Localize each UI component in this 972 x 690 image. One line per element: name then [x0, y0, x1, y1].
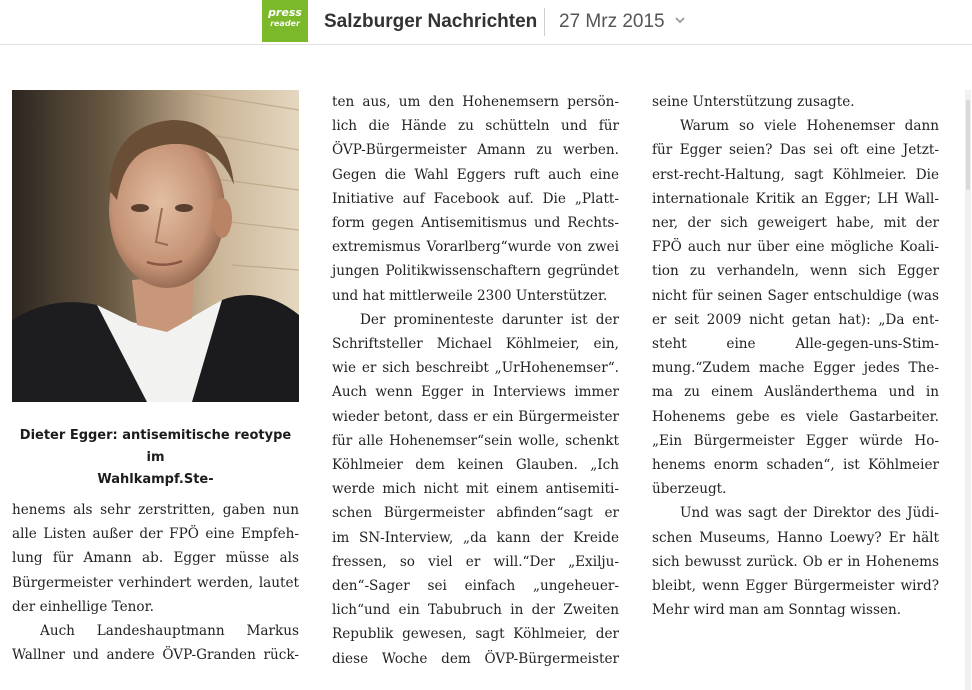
- text-line: Initiative auf Facebook auf. Die „Platt-: [332, 190, 619, 207]
- text-line: ÖVP-Bürgermeister Amann zu werben.: [332, 142, 619, 159]
- text-line: er seit 2009 nicht getan hat): „Da ent-: [652, 311, 939, 328]
- text-line: schen Bürgermeister abfinden“sagt er: [332, 505, 619, 522]
- text-line: henems als sehr zerstritten, gaben nun: [12, 502, 299, 518]
- text-line: nicht für seinen Sager entschuldige (was: [652, 287, 939, 304]
- text-line: Mehr wird man am Sonntag wissen.: [652, 602, 902, 619]
- scrollbar-thumb[interactable]: [966, 100, 970, 190]
- caption-line: Wahlkampf.Ste-: [97, 472, 214, 487]
- text-line: ma zu einem Ausländerthema und in: [652, 384, 939, 401]
- pressreader-logo[interactable]: [262, 0, 308, 42]
- text-line: werde mich nicht mit einem antisemiti-: [332, 481, 619, 498]
- text-line: lich“und ein Tabubruch in der Zweiten: [332, 602, 619, 619]
- header-divider: [544, 8, 545, 36]
- article-column-2: [332, 90, 619, 671]
- text-line: seine Unterstützung zusagte.: [652, 94, 855, 110]
- text-line: wie er sich beschreibt „UrHohenemser“.: [332, 360, 619, 377]
- article-column-3: [652, 90, 939, 622]
- text-line: tion zu verhandeln, wenn sich Egger: [652, 263, 939, 280]
- text-line: der einhellige Tenor.: [12, 598, 154, 615]
- text-line: bleibt, wenn Egger Bürgermeister wird?: [652, 578, 939, 595]
- text-line: Hohenems gebe es viele Gastarbeiter.: [652, 408, 939, 425]
- logo-text-press: press: [268, 6, 302, 19]
- text-line: den“-Sager sei einfach „ungeheuer-: [332, 578, 619, 595]
- text-line: Republik gewesen, sagt Köhlmeier, der: [332, 626, 619, 643]
- publication-title[interactable]: Salzburger Nachrichten: [324, 11, 538, 32]
- text-line: erst-recht-Haltung, sagt Köhlmeier. Die: [652, 166, 939, 183]
- text-line: fressen, so viel er will.“Der „Exilju-: [332, 553, 619, 570]
- text-line: jungen Politikwissenschaftern gegründet: [332, 263, 619, 280]
- top-bar: [0, 0, 972, 45]
- text-line: steht eine Alle-gegen-uns-Stim-: [652, 336, 939, 353]
- article-column-1: [12, 498, 299, 667]
- text-line: Bürgermeister verhindert werden, lautet: [12, 574, 299, 591]
- text-line: Wallner und andere ÖVP-Granden rück-: [12, 647, 299, 664]
- text-line: henems enorm schaden“, ist Köhlmeier: [652, 457, 939, 474]
- text-line: alle Listen außer der FPÖ eine Empfeh-: [12, 526, 299, 543]
- text-line: Der prominenteste darunter ist der: [360, 311, 619, 328]
- text-line: Gegen die Wahl Eggers ruft auch eine: [332, 166, 619, 183]
- text-line: schen Museums, Hanno Loewy? Er hält: [652, 529, 939, 546]
- text-line: Warum so viele Hohenemser dann: [680, 118, 939, 135]
- text-line: und hat mittlerweile 2300 Unterstützer.: [332, 287, 608, 304]
- text-line: lung für Amann ab. Egger müsse als: [12, 550, 299, 567]
- text-line: internationale Kritik an Egger; LH Wall-: [652, 190, 939, 207]
- caption-line: Dieter Egger: antisemitische reotype im: [19, 428, 292, 465]
- text-line: ner, der sich geweigert habe, mit der: [652, 215, 939, 232]
- text-line: Köhlmeier dem keinen Glauben. „Ich: [332, 457, 619, 474]
- text-line: Auch wenn Egger in Interviews immer: [332, 384, 619, 401]
- text-line: FPÖ auch nur über eine mögliche Koali-: [652, 239, 939, 256]
- text-line: Und was sagt der Direktor des Jüdi-: [680, 505, 939, 522]
- text-line: „Ein Bürgermeister Egger würde Ho-: [652, 432, 939, 449]
- text-line: überzeugt.: [652, 481, 727, 498]
- text-line: für Egger seien? Das sei oft eine Jetzt-: [652, 142, 939, 159]
- photo-caption: [12, 425, 299, 491]
- text-line: mung.“Zudem mache Egger jedes The-: [652, 360, 939, 377]
- text-line: lich die Hände zu schütteln und für: [332, 118, 619, 135]
- chevron-down-icon[interactable]: [674, 14, 686, 26]
- text-line: Auch Landeshauptmann Markus: [40, 623, 299, 640]
- text-line: diese Woche dem ÖVP-Bürgermeister: [332, 650, 619, 667]
- issue-date[interactable]: 27 Mrz 2015: [559, 11, 665, 32]
- text-line: wieder betont, dass er ein Bürgermeister: [332, 408, 619, 425]
- text-line: form gegen Antisemitismus und Rechts-: [332, 215, 619, 232]
- text-line: sich bewusst zurück. Ob er in Hohenems: [652, 553, 939, 570]
- text-line: Schriftsteller Michael Köhlmeier, ein,: [332, 336, 619, 353]
- text-line: im SN-Interview, „da kann der Kreide: [332, 529, 619, 546]
- article-photo: [12, 90, 299, 402]
- text-line: extremismus Vorarlberg“wurde von zwei: [332, 239, 619, 256]
- text-line: für alle Hohenemser“sein wolle, schenkt: [332, 432, 619, 449]
- text-line: ten aus, um den Hohenemsern persön-: [332, 94, 619, 110]
- logo-text-reader: reader: [270, 19, 300, 28]
